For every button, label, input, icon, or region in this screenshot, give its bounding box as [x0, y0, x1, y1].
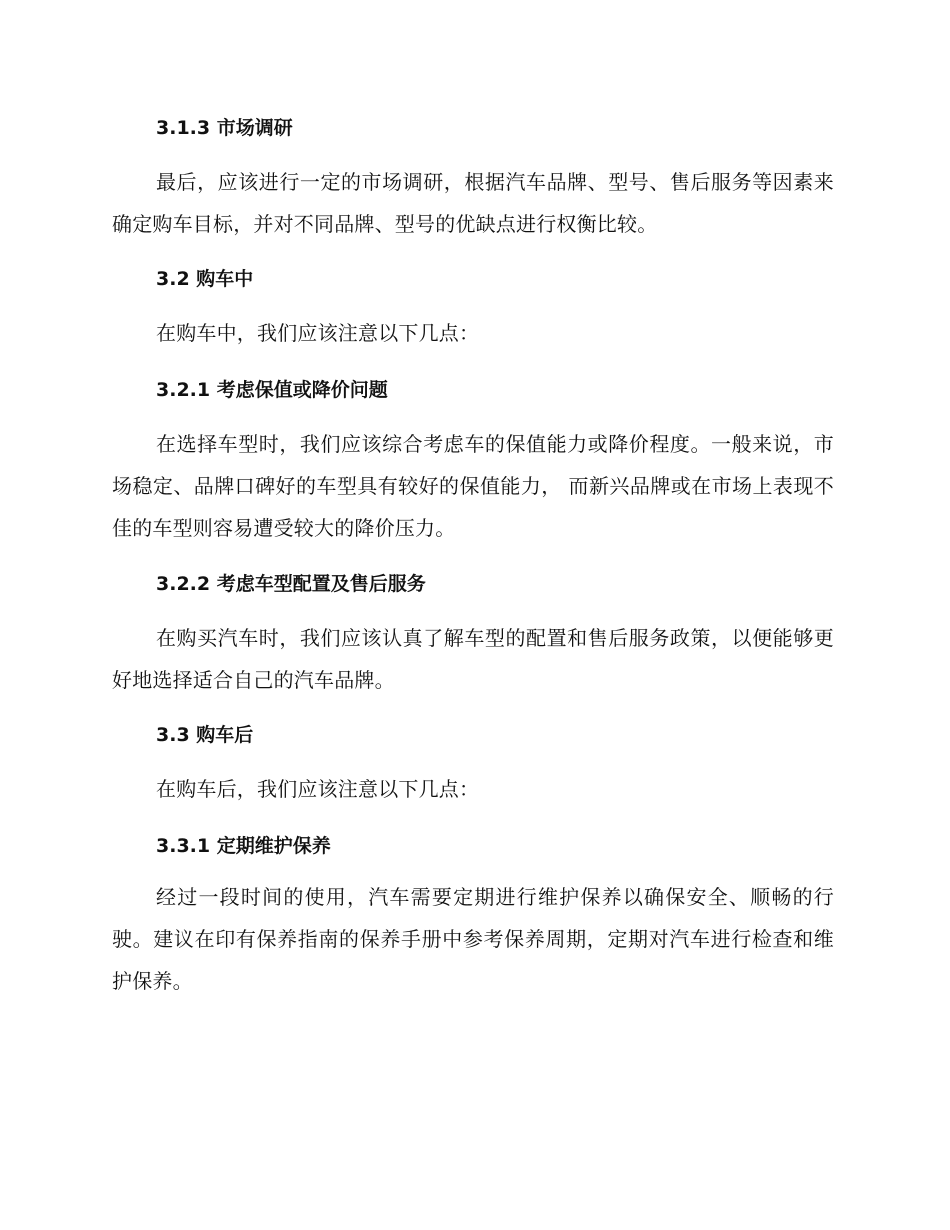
paragraph-configuration-service: 在购买汽车时，我们应该认真了解车型的配置和售后服务政策，以便能够更好地选择适合自己的汽车品牌。 [112, 626, 834, 692]
section-heading-3-3-1: 3.3.1 定期维护保养 [156, 835, 331, 857]
section-heading-3-3: 3.3 购车后 [156, 724, 254, 746]
section-heading-3-1-3: 3.1.3 市场调研 [156, 117, 293, 139]
section-heading-3-2: 3.2 购车中 [156, 268, 254, 290]
paragraph-after-purchase-intro: 在购车后，我们应该注意以下几点： [156, 777, 480, 801]
paragraph-during-purchase-intro: 在购车中，我们应该注意以下几点： [156, 321, 480, 345]
section-heading-3-2-2: 3.2.2 考虑车型配置及售后服务 [156, 573, 426, 595]
paragraph-value-retention: 在选择车型时，我们应该综合考虑车的保值能力或降价程度。一般来说，市场稳定、品牌口碑好的车型具有较好的保值能力， 而新兴品牌或在市场上表现不佳的车型则容易遭受较大的降价压力。 [112, 432, 834, 540]
section-heading-3-2-1: 3.2.1 考虑保值或降价问题 [156, 379, 388, 401]
paragraph-maintenance: 经过一段时间的使用，汽车需要定期进行维护保养以确保安全、顺畅的行驶。建议在印有保养指南的保养手册中参考保养周期，定期对汽车进行检查和维护保养。 [112, 885, 834, 993]
paragraph-market-research: 最后，应该进行一定的市场调研，根据汽车品牌、型号、售后服务等因素来确定购车目标，并对不同品牌、型号的优缺点进行权衡比较。 [112, 170, 834, 236]
